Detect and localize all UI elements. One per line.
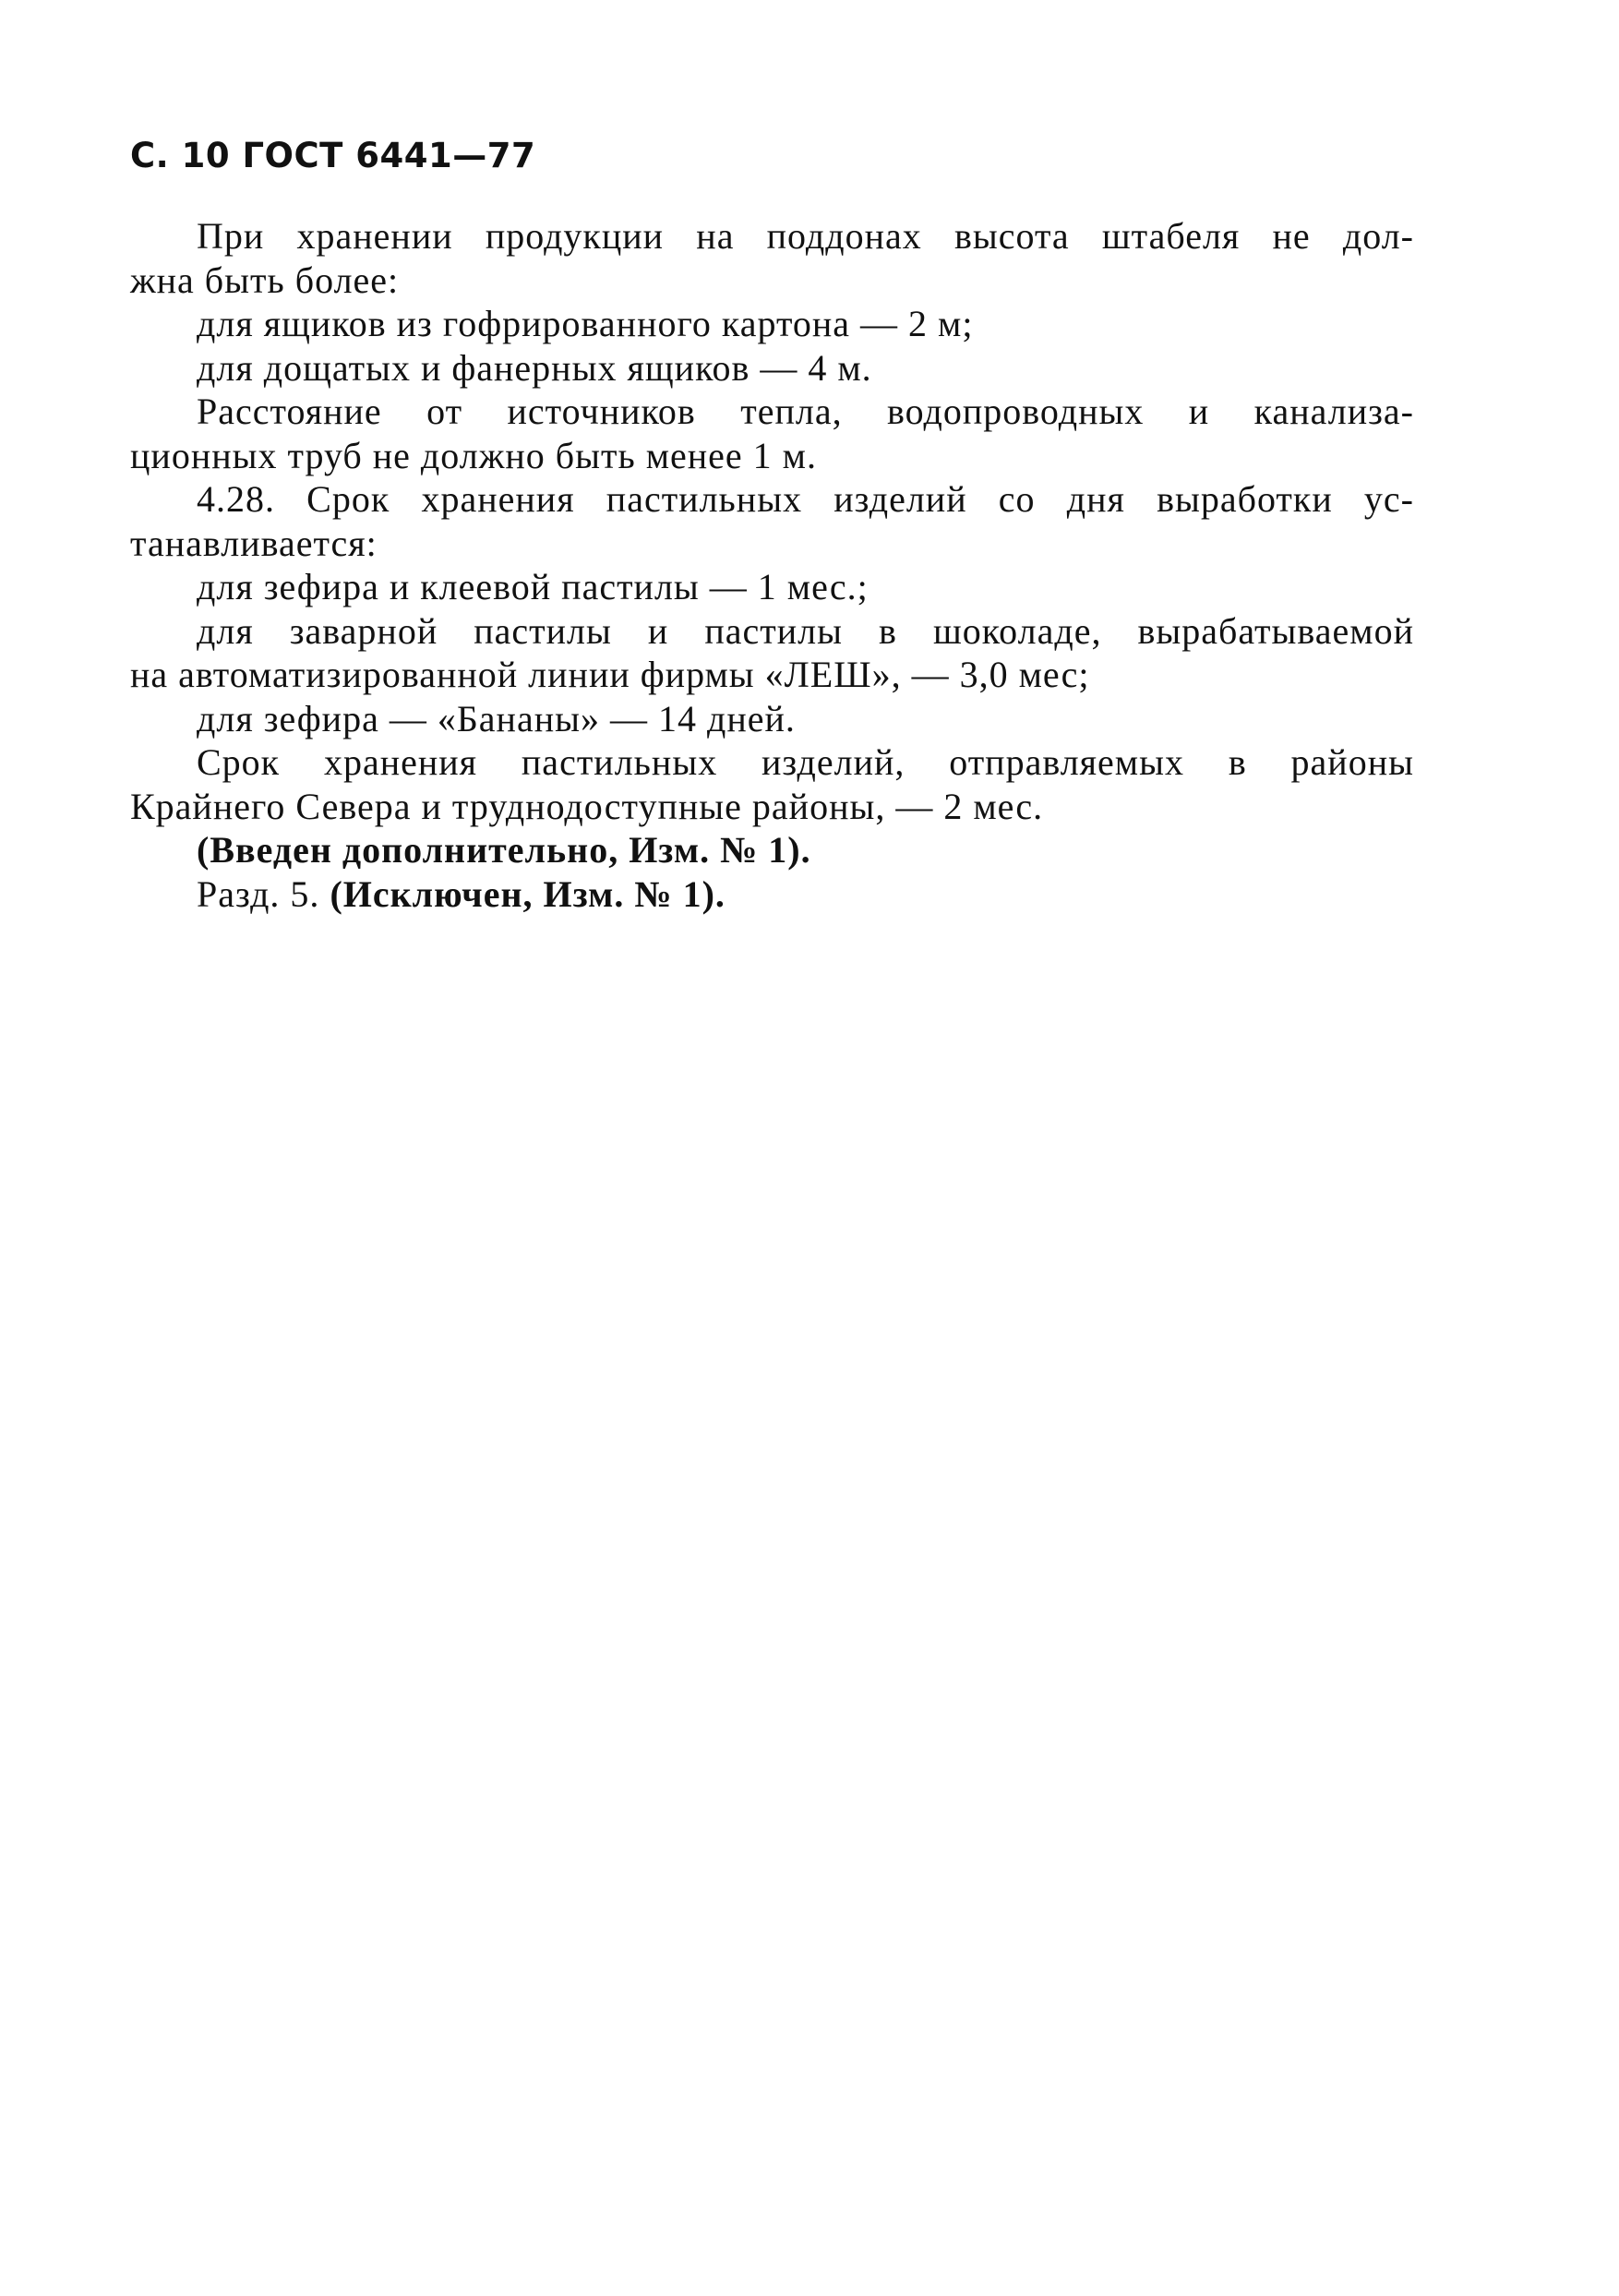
text-line: ционных труб не должно быть менее 1 м. (130, 434, 817, 476)
section-note (130, 872, 1414, 917)
text-line: для дощатых и фанерных ящиков — 4 м. (197, 346, 872, 389)
text-line: танавливается: (130, 522, 378, 564)
text-line: Расстояние от источников тепла, водопроводных и канализа- (197, 391, 1414, 432)
amendment-note: (Введен дополнительно, Изм. № 1). (197, 829, 811, 871)
text-line: на автоматизированной линии фирмы «ЛЕШ», — 3,0 мес; (130, 654, 1090, 695)
text-line: жна быть более: (130, 258, 400, 301)
section-excluded-note: (Исключен, Изм. № 1). (330, 872, 726, 915)
text-line: для зефира и клеевой пастилы — 1 мес.; (197, 566, 869, 607)
page-header: С. 10 ГОСТ 6441—77 (130, 136, 536, 175)
text-line: для заварной пастилы и пастилы в шоколаде, вырабатываемой (197, 609, 1414, 652)
text-line: Срок хранения пастильных изделий, отправляемых в районы (197, 741, 1414, 783)
text-line: для ящиков из гофрированного картона — 2 м; (197, 303, 974, 344)
text-line: для зефира — «Бананы» — 14 дней. (197, 697, 796, 739)
section-label: Разд. 5. (197, 872, 320, 915)
text-line: Крайнего Севера и труднодоступные районы, — 2 мес. (130, 785, 1044, 827)
body-text (130, 214, 1414, 916)
text-line: При хранении продукции на поддонах высота штабеля не дол- (197, 215, 1414, 257)
text-line: 4.28. Срок хранения пастильных изделий со дня выработки ус- (197, 478, 1414, 520)
